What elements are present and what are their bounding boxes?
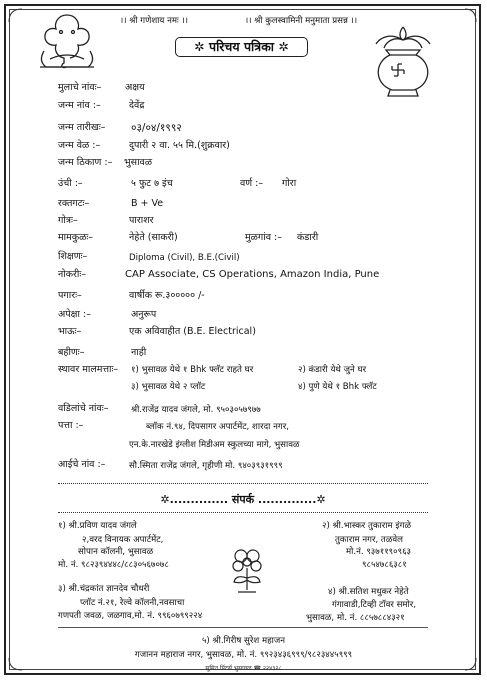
contact-4-line-1: गंगावाडी,टिव्ही टॉवर समोर, (332, 600, 417, 610)
name-label: मुलाचे नांवः– (58, 82, 102, 93)
education-label: शिक्षणः– (58, 251, 88, 262)
job-label: नोकरीः– (58, 269, 87, 280)
contact-4-name: ४) श्री.सतिश मधुकर नेहेते (328, 587, 409, 597)
complexion-value: गोरा (282, 178, 297, 189)
contact-3-name: ३) श्री.चंद्रकांत ज्ञानदेव चौधरी (58, 584, 150, 594)
sister-label: बहीणः– (58, 347, 85, 358)
property-item-1: १) भुसावळ येथे १ Bhk फ्लॅट राहते घर (131, 365, 254, 375)
contact-2-phone-alt: ९८५४७८६३८१ (362, 560, 407, 570)
birth-name-label: जन्म नांव :– (58, 100, 101, 111)
corner-tr-ornament (465, 9, 476, 22)
contact-1-phone: मो. नं. ९८२३९४४४८/८८३०५६७०७८ (58, 560, 169, 570)
dob-label: जन्म तारीखः– (58, 122, 106, 133)
mother-value: सौ.स्मिता राजेंद्र जंगले, गृहीणी मो. ९४०३९३१९९९ (129, 461, 283, 471)
brother-value: एक अविवाहीत (B.E. Electrical) (129, 326, 256, 337)
birth-time-value: दुपारी २ वा. ५५ मि.(शुक्रवार) (129, 140, 230, 151)
contact-3-line-1: प्लॉट नं.२१, रेल्वे कॉलनी,नवसाचा (80, 598, 185, 608)
dotted-divider-top (58, 483, 428, 484)
blood-group-value: B + Ve (131, 198, 164, 209)
sister-value: नाही (131, 347, 147, 358)
contact-4-line-2: भुसावळ, मो. नं. ८८५७८८४३२१ (306, 613, 405, 623)
salary-label: पगारः– (58, 290, 82, 301)
job-value: CAP Associate, CS Operations, Amazon India, Pune (125, 269, 380, 280)
contact-5-name: ५) श्री.गिरीष सुरेश महाजन (201, 636, 286, 646)
address-line-1: ब्लॉक नं.९४, दिपसागर अपार्टमेंट, शारदा नगर, (146, 422, 289, 432)
birth-place-label: जन्म ठिकाण :– (58, 157, 113, 168)
dob-value: ०३/०४/१९९२ (131, 122, 182, 134)
contact-1-line-1: २,वरद विनायक अपार्टमेंट, (82, 535, 164, 545)
education-value: Diploma (Civil), B.E.(Civil) (129, 253, 240, 263)
property-item-2: २) कंडारी येथे जुने घर (298, 365, 367, 375)
blood-group-label: रक्तगटः– (58, 198, 90, 209)
contact-divider (58, 627, 428, 628)
contact-1-line-2: सोपान कॉलनी, भुसावळ (78, 547, 154, 557)
father-value: श्री.राजेंद्र यादव जंगले, मो. ९५०३०५७९७७ (131, 405, 261, 415)
header-right-text: ।। श्री कुलस्वामिनी मनुमाता प्रसन्न ।। (245, 16, 358, 26)
dotted-divider-bottom (58, 512, 428, 513)
address-label: पत्ता :– (58, 420, 84, 431)
gotra-label: गोत्रः– (58, 215, 78, 226)
property-item-4: ४) पुणे येथे १ Bhk फ्लॅट (298, 382, 377, 392)
mother-label: आईचे नांव :– (58, 459, 106, 470)
birth-name-value: देवेंद्र (129, 100, 145, 111)
address-line-2: एन.के.नारखेडे इंग्लीश मिडीअम स्कुलच्या मागे, भुसावळ (129, 440, 300, 450)
native-village-label: मुळगांव :– (245, 232, 282, 243)
name-value: अक्षय (125, 82, 145, 93)
birth-time-label: जन्म वेळ :– (58, 140, 101, 151)
printer-credit: सुमित प्रिंटर्स भुसावळ ☎ २२४३२८ (205, 665, 282, 672)
contact-2-line-1: तुकाराम नगर, तळवेल (335, 535, 403, 545)
corner-tl-ornament (9, 9, 22, 22)
contact-heading: ✲.............. संपर्क ..............✲ (160, 493, 326, 506)
complexion-label: वर्ण :– (240, 178, 264, 189)
kalash-icon (368, 24, 438, 99)
height-label: उंची :– (58, 178, 83, 189)
header-left-text: ।। श्री गणेशाय नमः ।। (120, 16, 189, 26)
page-title: ✲ परिचय पत्रिका ✲ (175, 37, 308, 57)
maternal-family-value: नेहेते (साकरी) (129, 232, 178, 243)
native-village-value: कंडारी (297, 232, 319, 243)
brother-label: भाऊः– (58, 326, 82, 337)
floral-emblem-icon (228, 546, 266, 596)
expectation-value: अनुरूप (131, 309, 157, 320)
property-label: स्थावर मालमत्ताः– (58, 364, 119, 375)
contact-1-name: १) श्री.प्रविण यादव जंगले (58, 521, 137, 531)
maternal-family-label: मामकुळः– (58, 232, 94, 243)
salary-value: वार्षीक रू.३००००० /- (129, 290, 205, 301)
height-value: ५ फुट ७ इंच (131, 178, 173, 189)
expectation-label: अपेक्षा :– (58, 309, 91, 320)
gotra-value: पाराशर (129, 215, 154, 226)
property-item-3: ३) भुसावळ येथे २ प्लॉट (131, 382, 206, 392)
ganesha-icon (30, 11, 105, 73)
contact-2-phone: मो.नं. ९३७११९०९६३ (346, 547, 412, 557)
birth-place-value: भुसावळ (124, 157, 153, 168)
contact-3-line-2: गणपती जवळ, जळगाव,मो. नं. ९९६०७९९२२४ (58, 611, 203, 621)
contact-5-line: गजानन महाराज नगर, भुसावळ, मो. नं. ९९२३४३६९९९/९८२३४४५९९९ (134, 650, 353, 660)
father-label: वडिलांचे नांवः– (58, 403, 109, 414)
contact-2-name: २) श्री.भास्कर तुकाराम इंगळे (322, 521, 411, 531)
